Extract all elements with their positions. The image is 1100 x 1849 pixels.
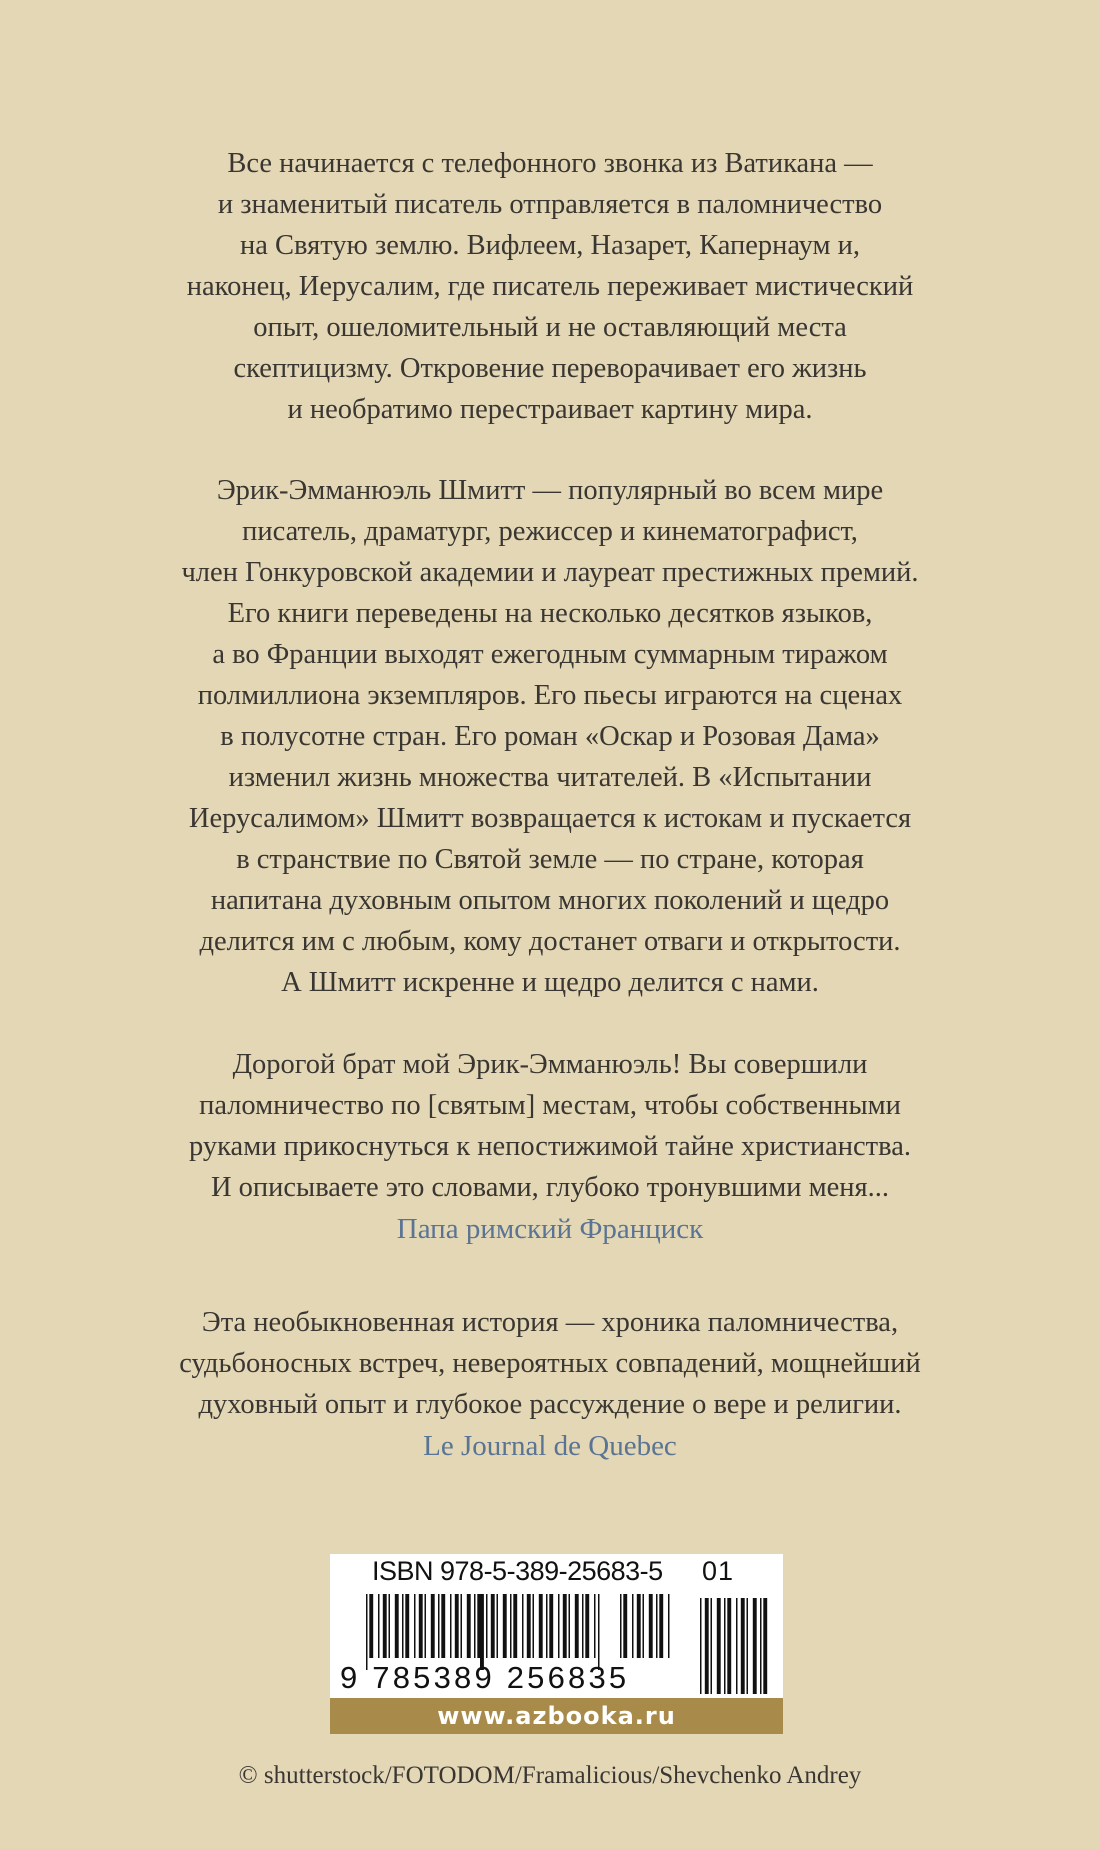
text-line: напитана духовным опытом многих поколений и щедро [210,885,890,916]
quote-line: Дорогой брат мой Эрик-Эмманюэль! Вы совершили [232,1049,868,1080]
text-line: Все начинается с телефонного звонка из Ватикана — [227,148,873,179]
quote-line: судьбоносных встреч, невероятных совпадений, мощнейший [179,1348,921,1379]
text-line: и знаменитый писатель отправляется в паломничество [217,189,883,220]
text-line: писатель, драматург, режиссер и кинематографист, [242,516,858,547]
isbn-addon: 01 [702,1556,735,1586]
text-line: скептицизму. Откровение переворачивает его жизнь [233,353,867,384]
quote-line: духовный опыт и глубокое рассуждение о вере и религии. [198,1389,902,1420]
pope-quote [95,1044,1005,1250]
text-line: на Святую землю. Вифлеем, Назарет, Капернаум и, [239,230,861,261]
publisher-website: www.azbooka.ru [330,1698,783,1734]
text-line: в полусотне стран. Его роман «Оскар и Розовая Дама» [220,721,880,752]
quote-attribution: Le Journal de Quebec [423,1430,677,1462]
text-line: делится им с любым, кому достанет отваги и открытости. [199,926,901,957]
text-line: и необратимо перестраивает картину мира. [287,394,813,425]
blurb-paragraph-2 [95,470,1005,1003]
quote-attribution: Папа римский Франциск [396,1213,704,1245]
quote-line: Эта необыкновенная история — хроника паломничества, [201,1307,899,1338]
text-line: Эрик-Эмманюэль Шмитт — популярный во всем мире [216,475,884,506]
text-line: Его книги переведены на несколько десятков языков, [227,598,873,629]
photo-credit: © shutterstock/FOTODOM/Framalicious/Shevchenko Andrey [238,1762,862,1789]
text-line: а во Франции выходят ежегодным суммарным тиражом [212,639,888,670]
text-line: наконец, Иерусалим, где писатель переживает мистический [186,271,914,302]
quote-line: И описываете это словами, глубоко тронувшими меня... [210,1172,890,1203]
quote-line: паломничество по [святым] местам, чтобы собственными [199,1090,901,1121]
text-line: опыт, ошеломительный и не оставляющий места [253,312,847,343]
text-line: Иерусалимом» Шмитт возвращается к истокам и пускается [188,803,912,834]
blurb-paragraph-1 [95,143,1005,430]
text-line: в странствие по Святой земле — по стране, которая [236,844,864,875]
isbn-label: ISBN 978-5-389-25683-5 [372,1556,663,1586]
press-quote [95,1302,1005,1467]
text-line: А Шмитт искренне и щедро делится с нами. [281,967,819,998]
isbn-barcode [330,1554,783,1698]
text-line: член Гонкуровской академии и лауреат престижных премий. [181,557,919,588]
quote-line: руками прикоснуться к непостижимой тайне христианства. [189,1131,911,1162]
ean-digits: 9 785389 256835 [340,1660,630,1695]
text-line: изменил жизнь множества читателей. В «Испытании [228,762,872,793]
text-line: полмиллиона экземпляров. Его пьесы играются на сценах [197,680,903,711]
